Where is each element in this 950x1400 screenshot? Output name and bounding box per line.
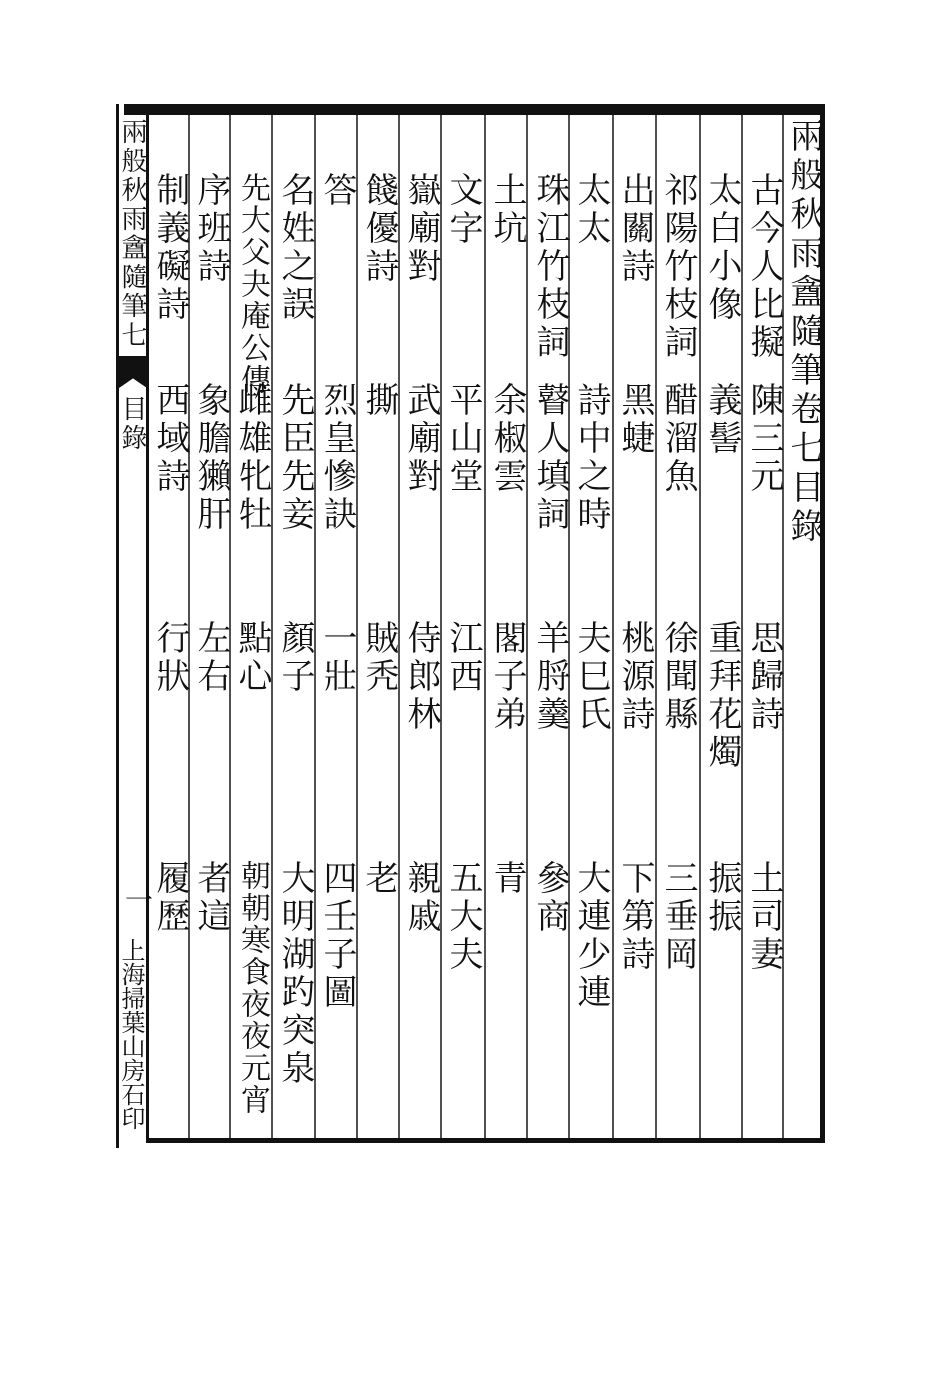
toc-entry: 夫巳氏 <box>571 620 611 734</box>
toc-entry: 嶽廟對 <box>401 172 441 286</box>
toc-entry: 餞優詩 <box>359 172 399 286</box>
column-rule <box>484 115 486 1138</box>
toc-entry: 侍郎林 <box>401 620 441 734</box>
toc-entry: 詩中之時 <box>571 382 611 534</box>
toc-entry: 象膽獺肝 <box>191 382 231 534</box>
frame-bottom-border <box>146 1138 824 1143</box>
toc-entry: 親戚 <box>401 860 441 936</box>
toc-entry: 左右 <box>191 620 231 696</box>
toc-entry: 大明湖趵突泉 <box>275 860 315 1088</box>
toc-entry: 下第詩 <box>615 860 655 974</box>
toc-entry: 徐聞縣 <box>658 620 698 734</box>
toc-entry: 思歸詩 <box>744 620 784 734</box>
toc-entry: 祁陽竹枝詞 <box>658 172 698 362</box>
toc-entry: 顏子 <box>275 620 315 696</box>
toc-entry: 朝朝寒食夜夜元宵 <box>235 860 270 1116</box>
toc-entry: 土坑 <box>487 172 527 248</box>
toc-entry: 青 <box>487 860 527 898</box>
toc-entry: 烈皇慘訣 <box>317 382 357 534</box>
toc-entry: 撕 <box>359 382 399 420</box>
toc-entry: 太白小像 <box>702 172 742 324</box>
toc-entry: 文字 <box>443 172 483 248</box>
column-rule <box>655 115 657 1138</box>
toc-entry: 余椒雲 <box>487 382 527 496</box>
toc-entry: 名姓之誤 <box>275 172 315 324</box>
toc-entry: 醋溜魚 <box>658 382 698 496</box>
toc-entry: 履歷 <box>150 860 190 936</box>
toc-entry: 賊秃 <box>359 620 399 696</box>
toc-entry: 答 <box>317 172 357 210</box>
toc-entry: 太太 <box>571 172 611 248</box>
toc-entry: 瞽人填詞 <box>530 382 570 534</box>
toc-entry: 五大夫 <box>443 860 483 974</box>
toc-entry: 振振 <box>702 860 742 936</box>
toc-entry: 陳三元 <box>744 382 784 496</box>
toc-entry: 一壯 <box>317 620 357 696</box>
margin-book-title: 兩般秋雨盦隨筆七 <box>117 118 147 350</box>
toc-entry: 點心 <box>232 620 272 696</box>
toc-entry: 江西 <box>443 620 483 696</box>
toc-entry: 四壬子圖 <box>317 860 357 1012</box>
page-title: 兩般秋雨盦隨筆卷七目錄 <box>784 118 824 547</box>
toc-entry: 大連少連 <box>571 860 611 1012</box>
toc-entry: 先大父夬庵公傳 <box>235 172 270 396</box>
toc-entry: 武廟對 <box>401 382 441 496</box>
toc-entry: 出關詩 <box>615 172 655 286</box>
toc-entry: 者這 <box>191 860 231 936</box>
page-number: 一 <box>121 885 154 913</box>
toc-entry: 序班詩 <box>191 172 231 286</box>
column-rule <box>612 115 614 1138</box>
toc-entry: 閣子弟 <box>487 620 527 734</box>
toc-entry: 先臣先妾 <box>275 382 315 534</box>
toc-entry: 行狀 <box>150 620 190 696</box>
toc-entry: 西域詩 <box>150 382 190 496</box>
toc-entry: 制義礙詩 <box>150 172 190 324</box>
toc-entry: 雌雄牝牡 <box>232 382 272 534</box>
toc-entry: 桃源詩 <box>615 620 655 734</box>
toc-entry: 羊脟羹 <box>530 620 570 734</box>
toc-entry: 珠江竹枝詞 <box>530 172 570 362</box>
margin-section-label: 目錄 <box>117 395 147 453</box>
toc-entry: 古今人比擬 <box>744 172 784 362</box>
toc-entry: 黑蜨 <box>615 382 655 458</box>
toc-entry: 三垂岡 <box>658 860 698 974</box>
fishtail-mark <box>119 356 147 388</box>
column-rule <box>699 115 701 1138</box>
toc-entry: 重拜花燭 <box>702 620 742 772</box>
publisher-imprint: 上海掃葉山房石印 <box>117 938 145 1130</box>
toc-entry: 參商 <box>530 860 570 936</box>
toc-entry: 老 <box>359 860 399 898</box>
frame-top-border <box>124 104 824 115</box>
toc-entry: 平山堂 <box>443 382 483 496</box>
toc-entry: 義髻 <box>702 382 742 458</box>
toc-entry: 土司妻 <box>744 860 784 974</box>
